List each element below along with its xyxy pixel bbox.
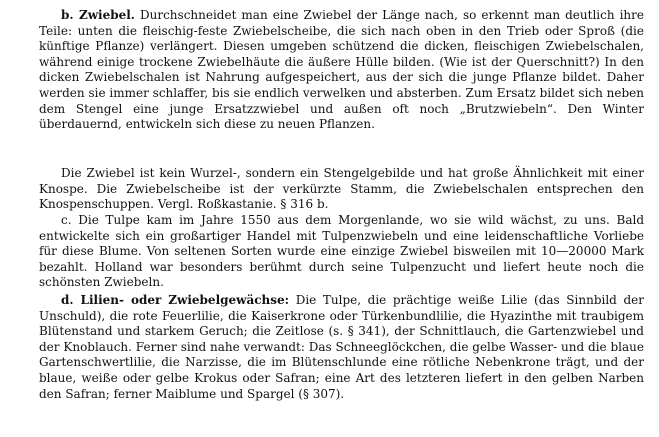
- paragraph-b-onion: [39, 8, 644, 133]
- paragraph-b-note: [39, 166, 644, 213]
- paragraph-b-heading: b. Zwiebel.: [61, 8, 135, 22]
- paragraph-b-note-text: Die Zwiebel ist kein Wurzel-, sondern ein Stengelgebilde und hat große Ähnlichkeit mit einer Knospe. Die Zwiebelscheibe ist der verkürzte Stamm, die Zwiebelschalen entsprechen den Knospenschuppen. Vergl. Roßkastanie. § 316 b.: [39, 166, 644, 212]
- paragraph-c-tulip: [39, 213, 644, 291]
- paragraph-b-text: Durchschneidet man eine Zwiebel der Länge nach, so erkennt man deutlich ihre Teile: unten die fleischig-feste Zwiebelscheibe, die sich nach oben in den Trieb oder Sproß (die künftige Pflanze) verlängert. Diesen umgeben schützend die dicken, fleischigen Zwiebelschalen, während einige trockene Zwiebelhäute die äußere Hülle bilden. (Wie ist der Querschnitt?) In den dicken Zwiebelschalen ist Nahrung aufgespeichert, aus der sich die junge Pflanze bildet. Daher werden sie immer schlaffer, bis sie endlich verwelken und absterben. Zum Ersatz bildet sich neben dem Stengel eine junge Ersatzzwiebel und außen oft noch „Brutzwiebeln“. Den Winter überdauernd, entwickeln sich diese zu neuen Pflanzen.: [39, 8, 644, 132]
- paragraph-d-lilies: [39, 293, 644, 402]
- paragraph-c-text: c. Die Tulpe kam im Jahre 1550 aus dem Morgenlande, wo sie wild wächst, zu uns. Bald entwickelte sich ein großartiger Handel mit Tulpenzwiebeln und eine leidenschaftliche Vorliebe für diese Blume. Von seltenen Sorten wurde eine einzige Zwiebel bisweilen mit 10—20000 Mark bezahlt. Holland war besonders berühmt durch seine Tulpenzucht und liefert heute noch die schönsten Zwiebeln.: [39, 213, 644, 290]
- paragraph-d-text: Die Tulpe, die prächtige weiße Lilie (das Sinnbild der Unschuld), die rote Feuerlilie, die Kaiserkrone oder Türkenbundlilie, die Hyazinthe mit traubigem Blütenstand und starkem Geruch; die Zeitlose (s. § 341), der Schnittlauch, die Gartenzwiebel und der Knoblauch. Ferner sind nahe verwandt: Das Schneeglöckchen, die gelbe Wasser- und die blaue Gartenschwertlilie, die Narzisse, die im Blütenschlunde eine rötliche Nebenkrone trägt, und der blaue, weiße oder gelbe Krokus oder Safran; eine Art des letzteren liefert in den gelben Narben den Safran; ferner Maiblume und Spargel (§ 307).: [39, 293, 644, 401]
- paragraph-d-heading: d. Lilien- oder Zwiebelgewächse:: [61, 293, 290, 307]
